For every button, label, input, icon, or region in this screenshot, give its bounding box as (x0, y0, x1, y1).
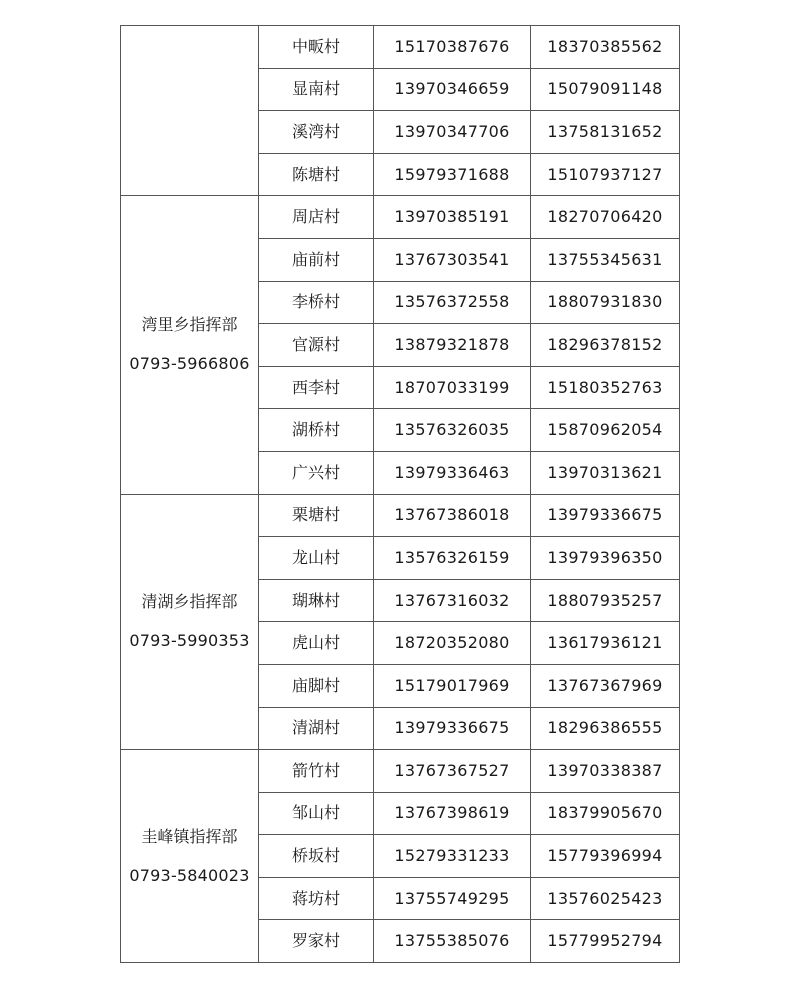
contact-phone-2: 13617936121 (531, 622, 680, 665)
village-name: 广兴村 (259, 451, 374, 494)
village-name: 中畈村 (259, 26, 374, 69)
contact-phone-1: 13979336675 (374, 707, 531, 750)
table-body (121, 26, 680, 963)
contact-phone-1: 13970385191 (374, 196, 531, 239)
command-post-phone: 0793-5840023 (129, 865, 250, 885)
contact-phone-2: 15779396994 (531, 835, 680, 878)
contact-phone-2: 15107937127 (531, 153, 680, 196)
contact-phone-2: 13576025423 (531, 877, 680, 920)
contact-phone-1: 18707033199 (374, 366, 531, 409)
contact-phone-1: 13576326035 (374, 409, 531, 452)
contact-phone-2: 13758131652 (531, 111, 680, 154)
table-row (121, 196, 680, 239)
village-name: 周店村 (259, 196, 374, 239)
village-name: 箭竹村 (259, 750, 374, 793)
contact-phone-1: 13767398619 (374, 792, 531, 835)
contact-phone-2: 18270706420 (531, 196, 680, 239)
village-name: 官源村 (259, 324, 374, 367)
village-name: 溪湾村 (259, 111, 374, 154)
village-name: 显南村 (259, 68, 374, 111)
contact-phone-1: 15979371688 (374, 153, 531, 196)
contact-phone-2: 13767367969 (531, 664, 680, 707)
contact-phone-1: 13767367527 (374, 750, 531, 793)
contact-phone-2: 15870962054 (531, 409, 680, 452)
command-post-name: 清湖乡指挥部 (141, 592, 238, 612)
contact-phone-1: 13970347706 (374, 111, 531, 154)
command-post-cell (121, 494, 259, 750)
contact-phone-1: 15170387676 (374, 26, 531, 69)
village-name: 虎山村 (259, 622, 374, 665)
contact-phone-2: 18807931830 (531, 281, 680, 324)
contact-phone-1: 13755385076 (374, 920, 531, 963)
contact-phone-2: 18296378152 (531, 324, 680, 367)
village-name: 邹山村 (259, 792, 374, 835)
contact-phone-2: 18296386555 (531, 707, 680, 750)
command-post-cell (121, 26, 259, 196)
table-row (121, 750, 680, 793)
contact-phone-2: 15079091148 (531, 68, 680, 111)
contact-phone-2: 18379905670 (531, 792, 680, 835)
contact-phone-1: 13755749295 (374, 877, 531, 920)
command-post-cell (121, 750, 259, 963)
village-name: 清湖村 (259, 707, 374, 750)
village-name: 庙前村 (259, 238, 374, 281)
contact-phone-2: 15180352763 (531, 366, 680, 409)
contact-phone-1: 13767303541 (374, 238, 531, 281)
command-post-cell (121, 196, 259, 494)
contact-phone-2: 18370385562 (531, 26, 680, 69)
contact-phone-1: 18720352080 (374, 622, 531, 665)
village-name: 蒋坊村 (259, 877, 374, 920)
village-name: 李桥村 (259, 281, 374, 324)
contact-phone-1: 13767316032 (374, 579, 531, 622)
table-row (121, 26, 680, 69)
contact-phone-2: 18807935257 (531, 579, 680, 622)
village-name: 陈塘村 (259, 153, 374, 196)
contact-phone-1: 13879321878 (374, 324, 531, 367)
village-name: 栗塘村 (259, 494, 374, 537)
village-name: 桥坂村 (259, 835, 374, 878)
village-name: 西李村 (259, 366, 374, 409)
command-post-phone: 0793-5990353 (129, 631, 250, 651)
village-name: 龙山村 (259, 537, 374, 580)
table-row (121, 494, 680, 537)
contact-phone-2: 15779952794 (531, 920, 680, 963)
contact-phone-1: 13767386018 (374, 494, 531, 537)
contact-phone-1: 13979336463 (374, 451, 531, 494)
contact-phone-2: 13970313621 (531, 451, 680, 494)
contact-phone-1: 13576326159 (374, 537, 531, 580)
contact-phone-2: 13979396350 (531, 537, 680, 580)
contact-phone-2: 13979336675 (531, 494, 680, 537)
command-post-name: 圭峰镇指挥部 (141, 826, 238, 846)
village-name: 瑚琳村 (259, 579, 374, 622)
command-post-name: 湾里乡指挥部 (141, 315, 238, 335)
village-name: 庙脚村 (259, 664, 374, 707)
contact-phone-1: 15279331233 (374, 835, 531, 878)
contact-phone-1: 13970346659 (374, 68, 531, 111)
contact-phone-2: 13970338387 (531, 750, 680, 793)
contact-phone-1: 15179017969 (374, 664, 531, 707)
command-post-phone: 0793-5966806 (129, 354, 250, 374)
village-name: 罗家村 (259, 920, 374, 963)
contact-phone-2: 13755345631 (531, 238, 680, 281)
village-name: 湖桥村 (259, 409, 374, 452)
contact-table (120, 25, 680, 963)
contact-phone-1: 13576372558 (374, 281, 531, 324)
